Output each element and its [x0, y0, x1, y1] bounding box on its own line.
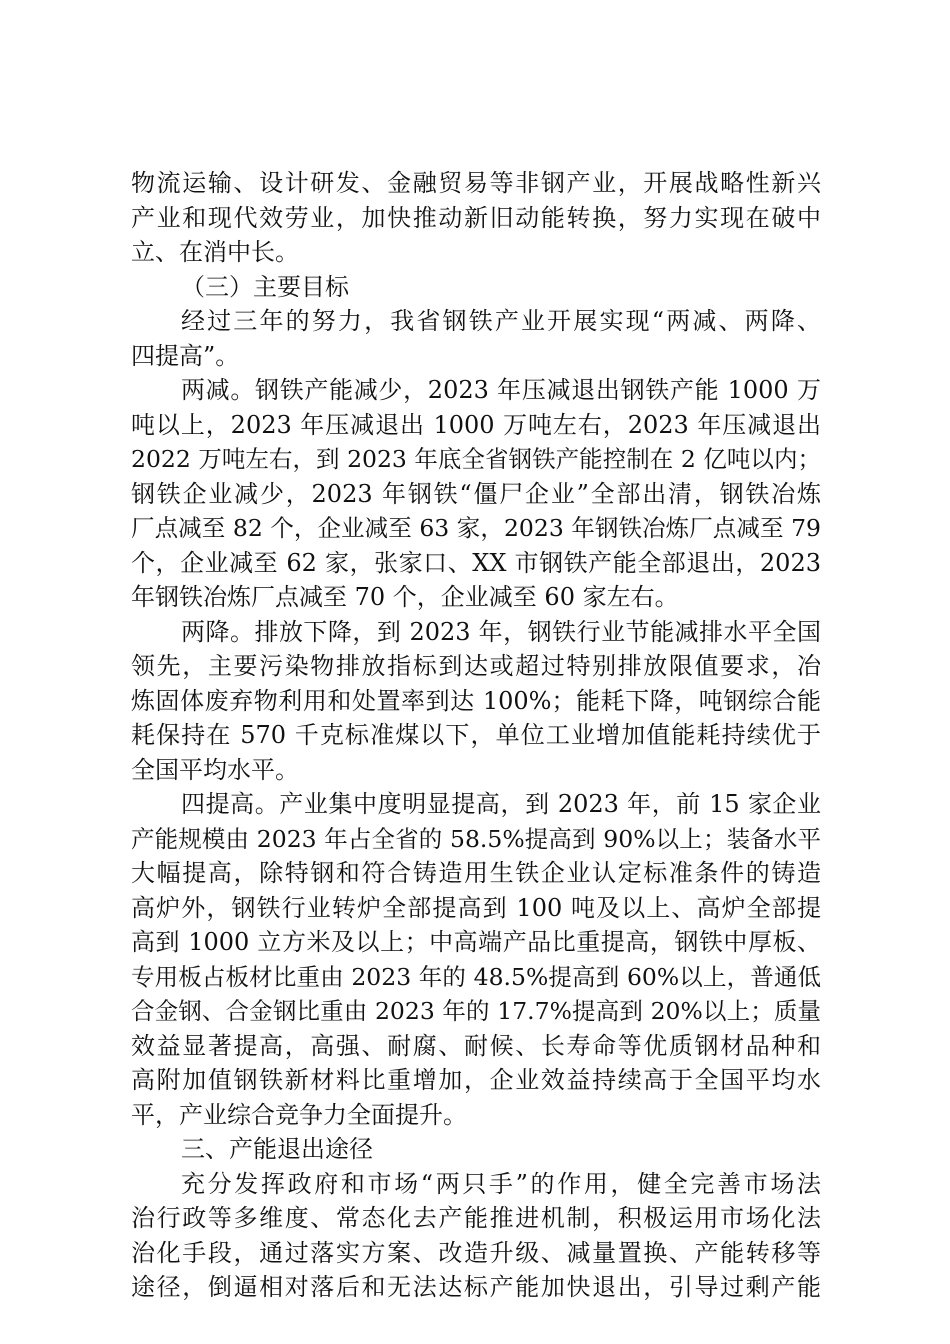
text-line: 耗保持在 570 千克标准煤以下，单位工业增加值能耗持续优于 [131, 721, 821, 749]
text-line: 钢铁企业减少，2023 年钢铁“僵尸企业”全部出清，钢铁冶炼 [131, 479, 821, 508]
text-line: 个，企业减至 62 家，张家口、XX 市钢铁产能全部退出，2023 [131, 548, 821, 577]
text-line: 合金钢、合金钢比重由 2023 年的 17.7%提高到 20%以上；质量 [131, 997, 821, 1025]
text-line: 炼固体废弃物利用和处置率到达 100%；能耗下降，吨钢综合能 [131, 686, 821, 715]
body-text [131, 166, 821, 1305]
text-line: 治化手段，通过落实方案、改造升级、减量置换、产能转移等 [131, 1238, 821, 1267]
paragraph-first-line: 经过三年的努力，我省钢铁产业开展实现“两减、两降、 [181, 307, 821, 335]
text-line: 专用板占板材比重由 2023 年的 48.5%提高到 60%以上，普通低 [131, 962, 821, 991]
text-line: 吨以上，2023 年压减退出 1000 万吨左右，2023 年压减退出 [131, 410, 821, 439]
text-line: 产能规模由 2023 年占全省的 58.5%提高到 90%以上；装备水平 [131, 824, 821, 853]
text-line: 高附加值钢铁新材料比重增加，企业效益持续高于全国平均水 [131, 1066, 821, 1094]
text-line: 大幅提高，除特钢和符合铸造用生铁企业认定标准条件的铸造 [131, 859, 821, 887]
paragraph-first-line: 充分发挥政府和市场“两只手”的作用，健全完善市场法 [181, 1169, 821, 1198]
text-line: 立、在消中长。 [131, 238, 299, 266]
section-heading: 三、产能退出途径 [181, 1135, 373, 1163]
text-line: 高炉外，钢铁行业转炉全部提高到 100 吨及以上、高炉全部提 [131, 893, 821, 922]
section-heading: （三）主要目标 [181, 272, 349, 301]
text-line: 四提高”。 [131, 341, 240, 370]
text-line: 厂点减至 82 个，企业减至 63 家，2023 年钢铁冶炼厂点减至 79 [131, 514, 821, 542]
paragraph-first-line: 四提高。产业集中度明显提高，到 2023 年，前 15 家企业 [181, 790, 821, 818]
text-line: 2022 万吨左右，到 2023 年底全省钢铁产能控制在 2 亿吨以内； [131, 445, 821, 473]
text-line: 全国平均水平。 [131, 755, 299, 784]
text-line: 领先，主要污染物排放指标到达或超过特别排放限值要求，冶 [131, 652, 821, 680]
text-line: 物流运输、设计研发、金融贸易等非钢产业，开展战略性新兴 [131, 169, 821, 197]
text-line: 年钢铁冶炼厂点减至 70 个，企业减至 60 家左右。 [131, 583, 679, 611]
text-line: 途径，倒逼相对落后和无法达标产能加快退出，引导过剩产能 [131, 1273, 821, 1301]
text-line: 治行政等多维度、常态化去产能推进机制，积极运用市场化法 [131, 1204, 821, 1232]
text-line: 平，产业综合竞争力全面提升。 [131, 1100, 467, 1129]
text-line: 产业和现代效劳业，加快推动新旧动能转换，努力实现在破中 [131, 203, 821, 232]
text-line: 高到 1000 立方米及以上；中高端产品比重提高，钢铁中厚板、 [131, 928, 821, 956]
text-line: 效益显著提高，高强、耐腐、耐候、长寿命等优质钢材品种和 [131, 1031, 821, 1060]
paragraph-first-line: 两减。钢铁产能减少，2023 年压减退出钢铁产能 1000 万 [181, 376, 821, 404]
paragraph-first-line: 两降。排放下降，到 2023 年，钢铁行业节能减排水平全国 [181, 617, 821, 646]
